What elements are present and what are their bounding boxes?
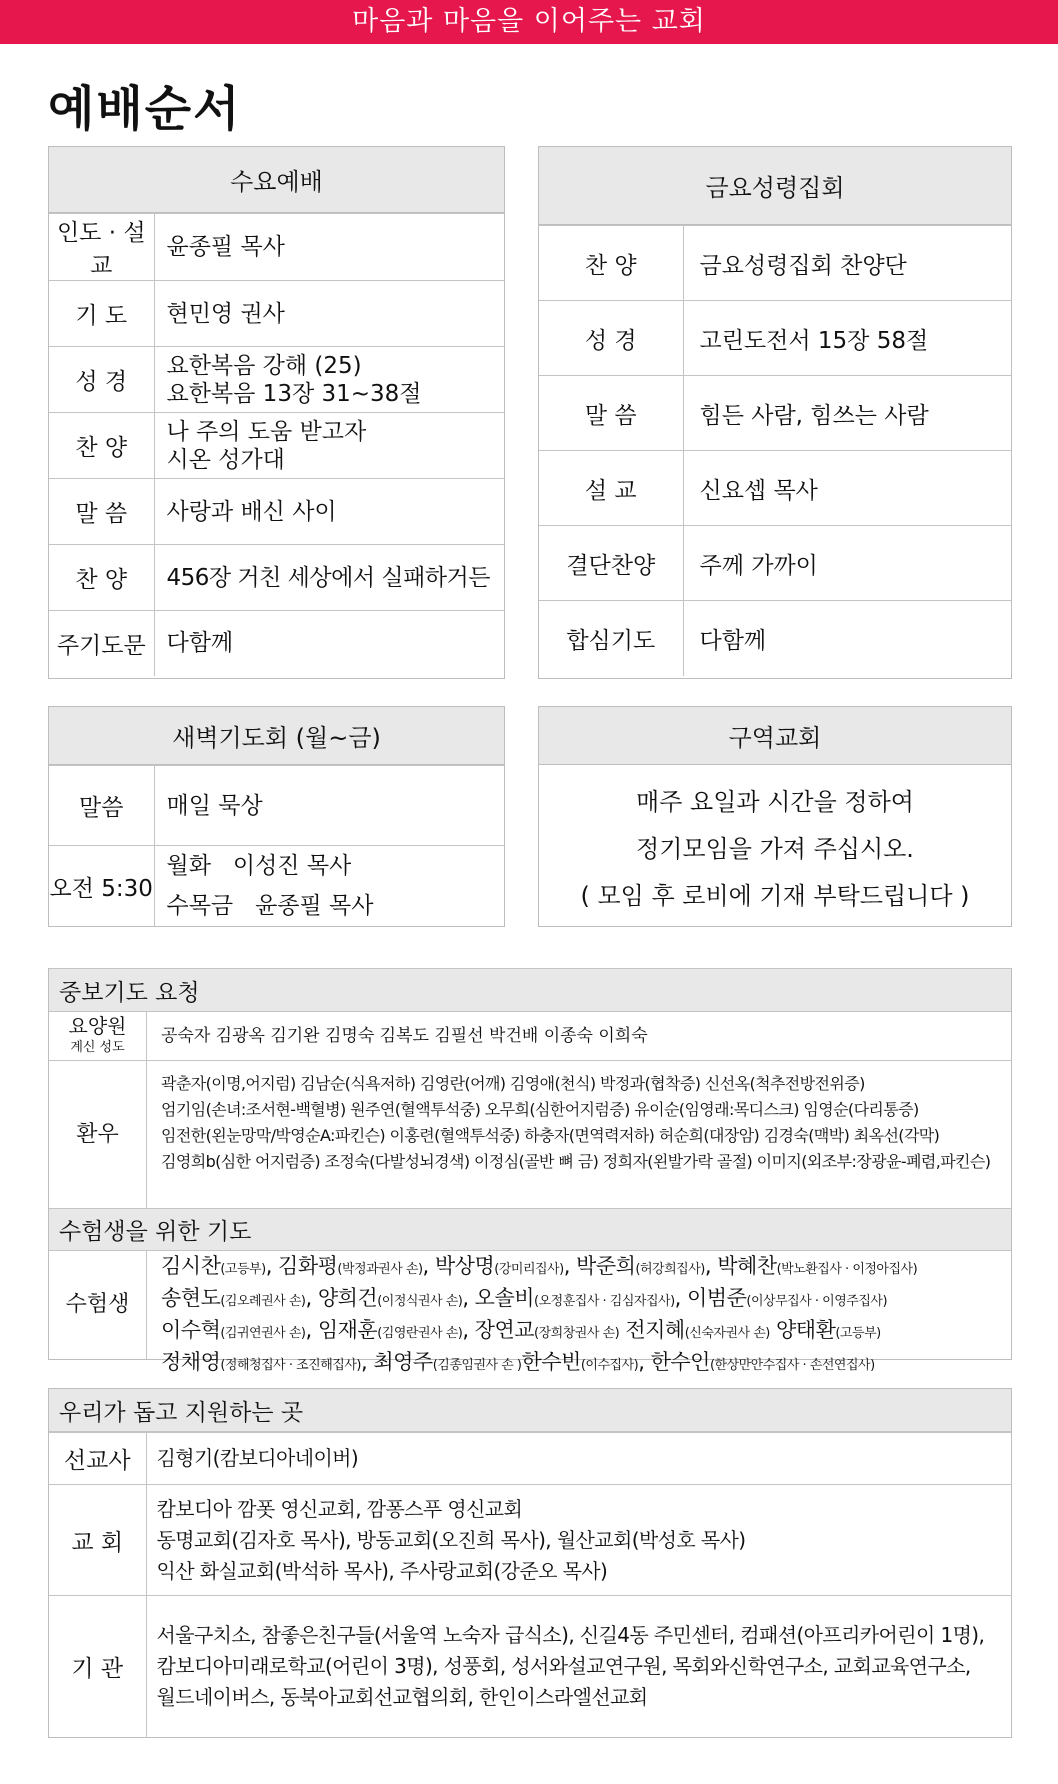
wednesday-row-label: 기 도 xyxy=(49,281,154,347)
exam-student-name: , 이범준 xyxy=(674,1286,747,1310)
wednesday-row xyxy=(49,479,504,545)
exam-student-name: , 오솔비 xyxy=(462,1286,535,1310)
exam-student-relation: (정해청집사 · 조진해집사) xyxy=(220,1358,361,1373)
wednesday-row-line: 요한복음 강해 (25) xyxy=(166,352,362,379)
wednesday-row-label: 말 씀 xyxy=(49,479,154,545)
nursing-home-row xyxy=(49,1012,1011,1061)
district-church-box xyxy=(538,706,1012,927)
support-box xyxy=(48,1388,1012,1738)
friday-row-value: 신요셉 목사 xyxy=(683,451,1011,526)
friday-row-value: 금요성령집회 찬양단 xyxy=(683,226,1011,301)
exam-student-name: 양태환 xyxy=(769,1318,836,1342)
dawn-row-line: 월화 이성진 목사 xyxy=(166,853,352,880)
wednesday-row-value xyxy=(154,413,504,479)
exam-student-relation: (김영란권사 손) xyxy=(377,1326,463,1341)
dawn-row-label: 오전 5:30 xyxy=(49,846,154,927)
dawn-row xyxy=(49,846,504,927)
exam-student-name: 한수빈 xyxy=(521,1350,581,1374)
patients-line: 곽춘자(이명,어지럼) 김남순(식욕저하) 김영란(어깨) 김영애(천식) 박정과(협착증) 신선옥(척추전방전위증) xyxy=(161,1074,865,1093)
exam-line xyxy=(161,1348,917,1380)
support-table xyxy=(49,1432,1011,1738)
wednesday-row-label: 찬 양 xyxy=(49,413,154,479)
exam-student-name: 김시찬 xyxy=(161,1254,221,1278)
dawn-prayer-table xyxy=(49,765,504,927)
dawn-row-value xyxy=(154,766,504,846)
exam-line xyxy=(161,1284,917,1316)
intercessory-prayer-box xyxy=(48,968,1012,1374)
support-row-label: 선교사 xyxy=(49,1433,146,1485)
district-church-title: 구역교회 xyxy=(539,707,1011,765)
exam-student-name: 전지혜 xyxy=(619,1318,685,1342)
exam-row xyxy=(49,1251,1011,1374)
exam-student-name: 정채영 xyxy=(161,1350,221,1374)
exam-prayer-title: 수험생을 위한 기도 xyxy=(49,1209,1011,1251)
wednesday-row-line: 시온 성가대 xyxy=(166,446,285,473)
friday-row-label: 설 교 xyxy=(539,451,683,526)
dawn-row-value xyxy=(154,846,504,927)
friday-row xyxy=(539,226,1011,301)
support-row-line: 서울구치소, 참좋은친구들(서울역 노숙자 급식소), 신길4동 주민센터, 컴패션(아프리카어린이 1명), xyxy=(156,1623,985,1648)
exam-student-relation: (이수집사) xyxy=(580,1358,639,1373)
wednesday-row-value xyxy=(154,214,504,281)
exam-student-relation: (허강희집사) xyxy=(635,1262,705,1277)
district-notice-line: ( 모임 후 로비에 기재 부탁드립니다 ) xyxy=(580,882,970,910)
exam-student-relation: (이상무집사 · 이영주집사) xyxy=(746,1294,888,1309)
wednesday-row-line: 현민영 권사 xyxy=(166,300,285,327)
exam-student-name: , 양희건 xyxy=(305,1286,378,1310)
exam-student-relation: (오정훈집사 · 김심자집사) xyxy=(534,1294,675,1309)
wednesday-row-line: 요한복음 13장 31~38절 xyxy=(166,380,422,407)
support-row xyxy=(49,1433,1011,1485)
friday-row-value: 고린도전서 15장 58절 xyxy=(683,301,1011,376)
patients-row xyxy=(49,1061,1011,1209)
dawn-prayer-box xyxy=(48,706,505,927)
support-row-line: 동명교회(김자호 목사), 방동교회(오진희 목사), 월산교회(박성호 목사) xyxy=(156,1527,746,1552)
wednesday-row-label: 주기도문 xyxy=(49,611,154,676)
exam-student-relation: (장희창권사 손) xyxy=(534,1326,620,1341)
patients-line: 엄기임(손녀:조서현-백혈병) 원주연(혈액투석중) 오무희(심한어지럼증) 유이순(임영래:목디스크) 임영순(다리통증) xyxy=(161,1100,919,1119)
dawn-row-line: 매일 묵상 xyxy=(166,792,263,819)
support-title: 우리가 돕고 지원하는 곳 xyxy=(49,1389,1011,1432)
exam-student-name: , 한수인 xyxy=(638,1350,710,1374)
exam-line xyxy=(161,1316,917,1348)
dawn-row-line: 수목금 윤종필 목사 xyxy=(166,893,374,920)
friday-row-label: 말 씀 xyxy=(539,376,683,451)
support-row-line: 익산 화실교회(박석하 목사), 주사랑교회(강준오 목사) xyxy=(156,1558,608,1583)
wednesday-row-line: 다함께 xyxy=(166,630,234,657)
wednesday-order-table xyxy=(49,213,504,676)
wednesday-row xyxy=(49,611,504,676)
exam-student-relation: (김종임권사 손 ) xyxy=(432,1358,522,1373)
exam-student-name: , 박상명 xyxy=(422,1254,495,1278)
friday-row-value: 힘든 사람, 힘쓰는 사람 xyxy=(683,376,1011,451)
wednesday-row xyxy=(49,281,504,347)
exam-student-relation: (신숙자권사 손) xyxy=(684,1326,770,1341)
support-row xyxy=(49,1596,1011,1738)
exam-student-name: 송현도 xyxy=(161,1286,221,1310)
patients-line: 임전한(왼눈망막/박영순A:파킨슨) 이홍련(혈액투석중) 하충자(면역력저하) 허순희(대장암) 김경숙(맥박) 최옥선(각막) xyxy=(161,1126,940,1145)
wednesday-row-line: 사랑과 배신 사이 xyxy=(166,498,337,525)
wednesday-row xyxy=(49,413,504,479)
nursing-label-sub: 계신 성도 xyxy=(70,1040,125,1055)
patients-label: 환우 xyxy=(49,1061,147,1208)
patients-line: 김영희b(심한 어지럼증) 조정숙(다발성뇌경색) 이정심(골반 뼈 금) 정희자(왼발가락 골절) 이미지(외조부:장광윤-폐렴,파킨슨) xyxy=(161,1152,991,1171)
exam-student-relation: (고등부) xyxy=(835,1326,881,1341)
support-row xyxy=(49,1485,1011,1596)
wednesday-row-line: 456장 거친 세상에서 실패하거든 xyxy=(166,564,490,591)
exam-student-relation: (박노환집사 · 이정아집사) xyxy=(776,1262,918,1277)
exam-student-relation: (박정과권사 손) xyxy=(337,1262,423,1277)
exam-students-list xyxy=(147,1251,918,1374)
friday-row-value: 다함께 xyxy=(683,601,1011,676)
wednesday-row-line: 나 주의 도움 받고자 xyxy=(166,418,367,445)
wednesday-row-line: 윤종필 목사 xyxy=(166,234,285,260)
patients-list xyxy=(147,1061,990,1208)
district-notice-line: 매주 요일과 시간을 정하여 xyxy=(636,788,914,816)
exam-student-relation: (한상만안수집사 · 손선연집사) xyxy=(709,1358,875,1373)
friday-row xyxy=(539,601,1011,676)
support-row-value xyxy=(146,1433,1011,1485)
exam-student-name: , 박준희 xyxy=(563,1254,636,1278)
district-church-notice xyxy=(539,765,1011,920)
friday-row xyxy=(539,451,1011,526)
exam-label: 수험생 xyxy=(49,1251,147,1359)
friday-row xyxy=(539,376,1011,451)
wednesday-row-label: 인도 · 설교 xyxy=(49,214,154,281)
friday-row-label: 성 경 xyxy=(539,301,683,376)
exam-student-relation: (강미리집사) xyxy=(494,1262,564,1277)
wednesday-row xyxy=(49,214,504,281)
wednesday-row-value xyxy=(154,545,504,611)
wednesday-row-value xyxy=(154,611,504,676)
wednesday-row-label: 성 경 xyxy=(49,347,154,413)
wednesday-row-label: 찬 양 xyxy=(49,545,154,611)
friday-row-label: 결단찬양 xyxy=(539,526,683,601)
district-notice-line: 정기모임을 가져 주십시오. xyxy=(636,835,914,863)
wednesday-row-value xyxy=(154,281,504,347)
wednesday-service-box xyxy=(48,146,505,679)
friday-row xyxy=(539,301,1011,376)
intercessory-prayer-title: 중보기도 요청 xyxy=(49,968,1011,1012)
dawn-row xyxy=(49,766,504,846)
exam-student-name: , 김화평 xyxy=(265,1254,338,1278)
wednesday-service-title: 수요예배 xyxy=(49,147,504,213)
friday-row-label: 합심기도 xyxy=(539,601,683,676)
support-row-value xyxy=(146,1596,1011,1738)
support-row-line: 캄보디아미래로학교(어린이 3명), 성풍회, 성서와설교연구원, 목회와신학연구소, 교회교육연구소, xyxy=(156,1654,971,1679)
nursing-home-label xyxy=(49,1012,147,1060)
page-title: 예배순서 xyxy=(48,81,242,137)
friday-row-label: 찬 양 xyxy=(539,226,683,301)
dawn-row-label: 말씀 xyxy=(49,766,154,846)
exam-student-relation: (김오례권사 손) xyxy=(220,1294,306,1309)
support-row-label: 교 회 xyxy=(49,1485,146,1596)
wednesday-row-value xyxy=(154,347,504,413)
exam-student-relation: (김귀연권사 손) xyxy=(220,1326,306,1341)
support-row-line: 김형기(캄보디아네이버) xyxy=(156,1446,359,1470)
exam-student-relation: (이정식권사 손) xyxy=(377,1294,463,1309)
wednesday-row xyxy=(49,545,504,611)
exam-student-name: , 박혜찬 xyxy=(704,1254,777,1278)
exam-student-name: , 장연교 xyxy=(462,1318,535,1342)
exam-student-name: , 임재훈 xyxy=(305,1318,378,1342)
exam-line xyxy=(161,1252,917,1284)
wednesday-row-value xyxy=(154,479,504,545)
support-row-line: 캄보디아 깜폿 영신교회, 깜퐁스푸 영신교회 xyxy=(156,1496,523,1521)
nursing-label: 요양원 xyxy=(68,1014,127,1038)
wednesday-row xyxy=(49,347,504,413)
dawn-prayer-title: 새벽기도회 (월~금) xyxy=(49,707,504,765)
friday-service-title: 금요성령집회 xyxy=(539,147,1011,225)
friday-row-value: 주께 가까이 xyxy=(683,526,1011,601)
friday-order-table xyxy=(539,225,1011,676)
exam-student-name: 이수혁 xyxy=(161,1318,221,1342)
friday-service-box xyxy=(538,146,1012,679)
top-banner: 마음과 마음을 이어주는 교회 xyxy=(0,0,1058,44)
support-row-label: 기 관 xyxy=(49,1596,146,1738)
support-row-line: 월드네이버스, 동북아교회선교협의회, 한인이스라엘선교회 xyxy=(156,1685,648,1710)
exam-student-relation: (고등부) xyxy=(220,1262,266,1277)
support-row-value xyxy=(146,1485,1011,1596)
nursing-home-names: 공숙자 김광옥 김기완 김명숙 김복도 김필선 박건배 이종숙 이희숙 xyxy=(161,1026,648,1046)
exam-student-name: , 최영주 xyxy=(360,1350,433,1374)
friday-row xyxy=(539,526,1011,601)
